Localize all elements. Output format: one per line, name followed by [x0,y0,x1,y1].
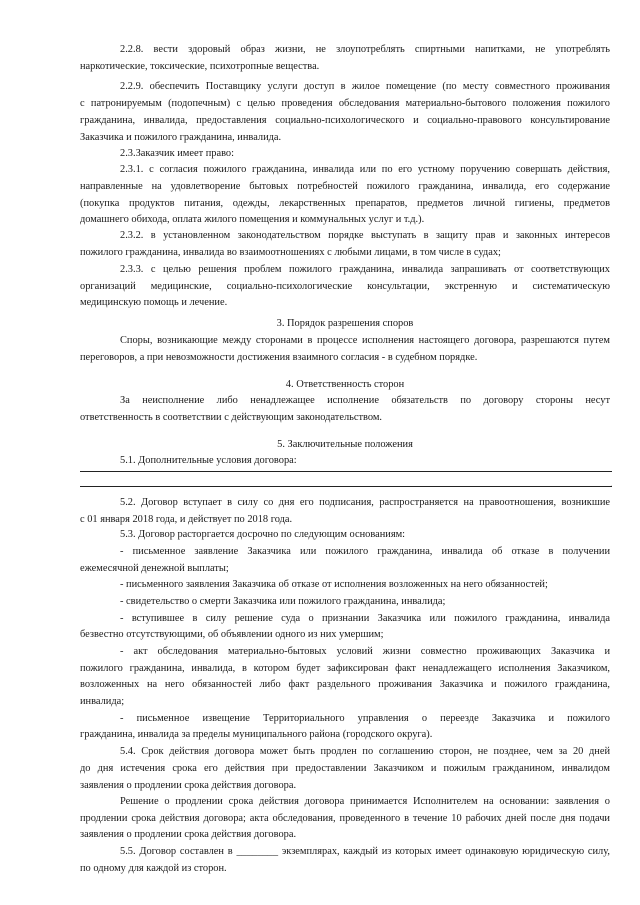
text-line: пожилого гражданина, инвалида во взаимоотношениях с любыми лицами, в том числе в судах; [80,247,501,258]
text-line: 2.2.8. вести здоровый образ жизни, не злоупотреблять спиртными напитками, не употреблять [120,44,610,55]
text-line: заявления о продлении срока действия договора. [80,829,297,840]
text-line: - акт обследования материально-бытовых условий жизни совместно проживающих Заказчика и [120,646,610,657]
text-line: - письменного заявления Заказчика об отказе от исполнения возложенных на него обязанностей; [120,579,548,590]
text-line: организаций медицинские, социально-психологические консультации, экстренную и систематическую [80,281,610,292]
text-line: гражданина, инвалида, предоставления социально-психологического и социально-правового консультирование [80,115,610,126]
text-line: (покупка продуктов питания, одежды, лекарственных препаратов, предметов личной гигиены, предметов [80,198,610,209]
text-line: Решение о продлении срока действия договора принимается Исполнителем на основании: заявления о [120,796,610,807]
text-line: пожилого гражданина, инвалида, в котором будет зафиксирован факт ненадлежащего исполнения Заказчиком, [80,663,610,674]
text-line: 5.2. Договор вступает в силу со дня его подписания, распространяется на правоотношения, возникшие [120,497,610,508]
text-line: наркотические, токсические, психотропные вещества. [80,61,320,72]
text-line: 5.1. Дополнительные условия договора: [120,455,297,466]
text-line: с патронируемым (подопечным) с целью проведения обследования материально-бытового положения пожилого [80,98,610,109]
text-line: инвалида; [80,696,125,707]
text-line: направленные на удовлетворение бытовых потребностей пожилого гражданина, инвалида, его содержание [80,181,610,192]
text-line: ежемесячной денежной выплаты; [80,563,229,574]
text-line: возложенных на него обязанностей либо факт раздельного проживания Заказчика и пожилого гражданина, [80,679,610,690]
text-line: - письменное извещение Территориального управления о переезде Заказчика и пожилого [120,713,610,724]
text-line: безвестно отсутствующими, об объявлении одного из них умершим; [80,629,384,640]
section-heading: 3. Порядок разрешения споров [276,318,414,329]
text-line: 2.3.Заказчик имеет право: [120,148,235,159]
text-line: 5.3. Договор расторгается досрочно по следующим основаниям: [120,529,406,540]
text-line: продлении срока действия договора; акта обследования, проведенного в течение 10 рабочих дней после дня подачи [80,813,610,824]
text-line: - вступившее в силу решение суда о признании Заказчика или пожилого гражданина, инвалида [120,613,610,624]
text-line: до дня истечения срока его действия при предоставлении Заказчиком и пожилым гражданином, инвалидом [80,763,610,774]
section-heading: 4. Ответственность сторон [285,379,405,390]
text-line: медицинскую помощь и лечение. [80,297,228,308]
fill-line-dot: . [610,479,613,490]
text-line: 2.3.1. с согласия пожилого гражданина, инвалида или по его устному поручению совершать действия, [120,164,610,175]
text-line: заявления о продлении срока действия договора. [80,780,297,791]
text-line: 5.5. Договор составлен в ________ экземплярах, каждый из которых имеет одинаковую юридическую силу, [120,846,610,857]
text-line: За неисполнение либо ненадлежащее исполнение обязательств по договору стороны несут [120,395,610,406]
text-line: по одному для каждой из сторон. [80,863,227,874]
section-heading: 5. Заключительные положения [277,439,413,450]
text-line: - письменное заявление Заказчика или пожилого гражданина, инвалида об отказе в получении [120,546,610,557]
text-line: ответственность в соответствии с действующим законодательством. [80,412,383,423]
text-line: переговоров, а при невозможности достижения взаимного согласия - в судебном порядке. [80,352,478,363]
text-line: 2.3.3. с целью решения проблем пожилого гражданина, инвалида запрашивать от соответствующих [120,264,610,275]
text-line: 5.4. Срок действия договора может быть продлен по соглашению сторон, не позднее, чем за 20 дней [120,746,610,757]
text-line: Споры, возникающие между сторонами в процессе исполнения настоящего договора, разрешаются путем [120,335,610,346]
blank-fill-line [80,471,612,472]
text-line: 2.2.9. обеспечить Поставщику услуги доступ в жилое помещение (по месту совместного проживания [120,81,610,92]
text-line: домашнего обихода, оплата жилого помещения и коммунальных услуг и т.д.). [80,214,425,225]
text-line: 2.3.2. в установленном законодательством порядке выступать в защиту прав и законных интересов [120,230,610,241]
text-line: гражданина, инвалида за пределы муниципального района (городского округа). [80,729,433,740]
text-line: Заказчика и пожилого гражданина, инвалида. [80,132,282,143]
blank-fill-line [80,486,612,487]
text-line: с 01 января 2018 года, и действует по 2018 года. [80,514,293,525]
text-line: - свидетельство о смерти Заказчика или пожилого гражданина, инвалида; [120,596,446,607]
